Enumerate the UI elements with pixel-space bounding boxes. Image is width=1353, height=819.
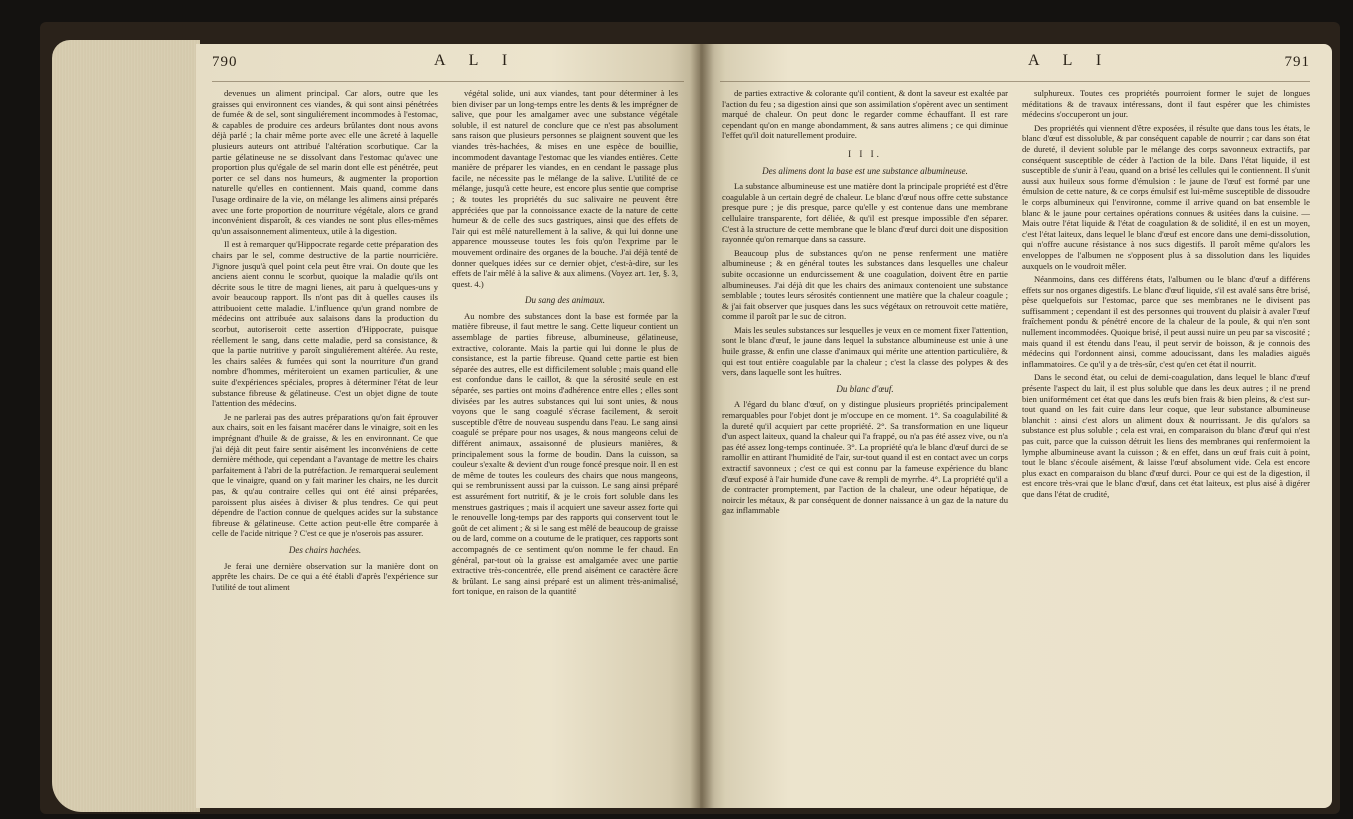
section-heading: Des alimens dont la base est une substance albumineuse. xyxy=(762,165,968,176)
paragraph: A l'égard du blanc d'œuf, on y distingue plusieurs propriétés principalement remarquables pour l'objet dont je m'occupe en ce moment. 1°. Sa coagulabilité & la dureté qu'il acquiert par cette propriété. 2°. Sa transformation en une liqueur d'un aspect laiteux, quand la chaleur qui l'a frappé, ou n'a pas été assez vive, ou n'a pas été assez long-temps continuée. 3°. La propriété qu'a le blanc d'œuf durci de se ramollir en attirant l'humidité de l'air, sur-tout quand il est en contact avec un corps extractif savonneux ; c'est ce qui est connu par la fameuse expérience du blanc d'œuf exposé à l'air humide d'une cave & rempli de myrrhe. 4°. La propriété qu'il a de contracter promptement, par l'action de la chaleur, une odeur hépatique, de noircir les métaux, & par conséquent de donner naissance à un gaz de la nature du gaz inflammable xyxy=(722,399,1008,516)
paragraph: Beaucoup plus de substances qu'on ne pense renferment une matière albumineuse ; & en général toutes les substances dans lesquelles une chaleur subite occasionne un endurcissement & une coagulation, doivent être en partie albumineuses. J'ai déjà dit que les chairs des animaux contenoient une substance semblable ; toutes leurs sérosités contiennent une matière que la chaleur coagule ; & j'ai fait observer que jusques dans les sucs végétaux on retrouvoit cette matière, comme il paroît par le suc de citron. xyxy=(722,247,1008,322)
left-page-column-2 xyxy=(452,88,678,800)
paragraph: Dans le second état, ou celui de demi-coagulation, dans lequel le blanc d'œuf présente l'aspect du lait, il est plus soluble que dans les deux autres ; il ne prend bien uniformément cet état que dans les œufs bien frais & bien pleins, & c'est sur-tout quand on les fait cuire dans leur coque, que leur substance albumineuse blanchit : ainsi c'est alors un aliment doux & nourrissant. Je dis qu'alors sa substance est plus soluble ; cela est vrai, en comparaison du blanc d'œuf qui n'est pas cuit, parce que la cuisson détruit les liens des membranes qui renfermoient la lymphe albumineuse avant la cuisson ; & en effet, dans un œuf frais cuit à point, tout le blanc s'écoule aisément, & laisse l'œuf absolument vide. Cela est encore plus exact en comparaison du blanc d'œuf durci. Pour ce qui est de la digestion, il est encore très-vrai que le blanc d'œuf, dans cet état laiteux, est plus aisé à digérer que dans l'état de crudité, xyxy=(1022,372,1310,499)
section-heading: Du sang des animaux. xyxy=(525,295,605,306)
subsection-heading: Du blanc d'œuf. xyxy=(836,383,894,394)
running-head-right: A L I xyxy=(1028,52,1112,69)
paragraph: La substance albumineuse est une matière dont la principale propriété est d'être coagulable à un certain degré de chaleur. Le blanc d'œuf nous offre cette substance presque pure ; je dis presque, parce qu'elle y est contenue dans une membrane cellulaire transparente, fort déliée, & qu'il est presque impossible d'en séparer. C'est à la structure de cette membrane que le blanc d'œuf durci doit une disposition rayonnée qu'on remarque dans sa cassure. xyxy=(722,181,1008,245)
paragraph: Je ferai une dernière observation sur la manière dont on apprête les chairs. De ce qui a été établi d'après l'expérience sur l'utilité de tout aliment xyxy=(212,560,438,592)
paragraph: de parties extractive & colorante qu'il contient, & dont la saveur est exaltée par l'action du feu ; sa digestion ainsi que son assimilation s'opèrent avec un sentiment marqué de chaleur. On peut donc le regarder comme échauffant. Il est rare cependant qu'on en mange abondamment, & sans autres alimens ; ce qui diminue l'effet qu'il doit naturellement produire. xyxy=(722,88,1008,141)
left-page-column-1 xyxy=(212,88,438,800)
paragraph: Au nombre des substances dont la base est formée par la matière fibreuse, il faut mettre le sang. Cette liqueur contient un assemblage de parties fibreuse, albumineuse, gélatineuse, extractive, colorante. Mais la partie qui lui donne le plus de consistance, est la partie fibreuse. Quand cette partie est bien séparée des autres, elle est difficilement soluble ; mais quand elle est confondue dans le caillot, & que la sérosité seule en est séparée, ses parties ont moins d'adhérence entre elles ; elles sont divisées par les autres substances qui lui sont unies, & nous voyons que le sang coagulé s'écrase facilement, & seroit susceptible d'être de nouveau suspendu dans l'eau. Le sang ainsi coagulé se prépare pour nos usages, & nous mangeons celui de différent animaux, assaisonné de plusieurs manières, & principalement sous la forme de boudin. Dans la cuisson, sa couleur s'exalte & devient d'un rouge foncé presque noir. Il en est de même de toutes les couleurs des chairs que nous mangeons, qui se rembrunissent aussi par la cuisson. Le sang ainsi préparé est assurément fort nutritif, & je le crois fort soluble dans les menstrues gastriques ; mais il acquiert une saveur assez forte qui le renouvelle long-temps par des rapports qui conservent tout le goût de cet aliment ; & si le sang est mêlé de beaucoup de graisse ou de lard, comme on a coutume de le pratiquer, ces rapports sont accompagnés de ce sentiment qu'on nomme le fer chaud. En général, par-tout où la graisse est amalgamée avec une partie extractive très-concentrée, elle prend aisément ce caractère âcre & brûlant. Le sang ainsi préparé est un aliment très-animalisé, fort tonique, en raison de la quantité xyxy=(452,310,678,597)
paragraph: devenues un aliment principal. Car alors, outre que les graisses qui environnent ces viandes, & qui sont ainsi pénétrées de fumée & de sel, sont singuliérement incommodes à l'estomac, & capables de produire ces ardeurs brûlantes dont nous avons déjà parlé ; la chair même porte avec elle une âcreté à laquelle plusieurs auteurs ont attribué l'altération scorbutique. Car la partie gélatineuse ne se dissolvant dans l'estomac qu'avec une proportion plus qu'égale de sel marin dont elle est pénétrée, peut porter ce sel dans nos humeurs, & augmenter la proportion naturelle qu'elles en contiennent. Mais quand, comme dans l'usage ordinaire de la vie, on mélange les alimens ainsi préparés avec une forte proportion de nourriture végétale, alors ce grand inconvénient disparoît, & ces viandes ne sont plus elles-mêmes qu'un assaisonnement alimenteux, utile à la digestion. xyxy=(212,88,438,236)
right-page xyxy=(700,44,1332,808)
page-edges xyxy=(52,40,200,812)
paragraph: Néanmoins, dans ces différens états, l'albumen ou le blanc d'œuf a différens effets sur nos organes digestifs. Le blanc d'œuf liquide, s'il est avalé sans être brisé, pèse quelquefois sur l'estomac, parce que ses membranes ne le divisent pas suffisamment ; cependant il est des personnes qui trouvent du plaisir à avaler l'œuf fraîchement pondu & pénétré encore de la chaleur de la poule, & qui n'en sont nullement incommodées. Quoique brisé, il peut aussi nuire un peu par sa viscosité ; mais quand il est étendu dans l'eau, il peut servir de boisson, & je connois des médecins qui l'ordonnent ainsi, comme adoucissant, dans les maladies aiguës inflammatoires. Ce qu'il y a de très-sûr, c'est qu'en cet état il nourrit. xyxy=(1022,274,1310,369)
paragraph: Il est à remarquer qu'Hippocrate regarde cette préparation des chairs par le sel, comme destructive de la partie nourricière. J'ignore jusqu'à quel point cela peut être vrai. On doute que les anciens aient connu le scorbut, quoique la maladie qu'ils ont décrite sous le titre de magni lienes, ait paru à quelques-uns y avoir beaucoup rapport. Ils n'ont pas dit à quelles causes ils attribuoient cette maladie. L'influence qu'un grand nombre de médecins ont attribuée aux salaisons dans la production du scorbut, autoriseroit cette assertion d'Hippocrate, puisque réellement le sang, dans cette maladie, perd sa consistance, & que la partie nutritive y paroît singuliérement altérée. Au reste, les chairs salées & fumées qui sont la nourriture d'un grand nombre d'hommes, mériteroient un examen particulier, & une suite d'expériences spéciales, propres à déterminer l'état de leur substance fibreuse & gélatineuse. C'est un objet digne de toute l'attention des médecins. xyxy=(212,239,438,409)
paragraph: Je ne parlerai pas des autres préparations qu'on fait éprouver aux chairs, soit en les faisant macérer dans le vinaigre, soit en les imprégnant d'huile & de graisse, & les en environnant. Ce que j'ai déjà dit peut faire sentir aisément les inconvéniens de cette dernière méthode, qui cependant a l'avantage de mettre les chairs parfaitement à l'abri de la putréfaction. Je remarquerai seulement que le vinaigre, quand on y fait mariner les chairs, ne les durcit pas, & qu'au contraire celles qui ont été ainsi préparées, paroissent plus aisées à diviser & plus tendres. Ce qui peut dépendre de l'action connue de quelques acides sur la substance fibreuse & gélatineuse. Cette action peut-elle être comparée à celle de l'acide nitrique ? C'est ce que je n'oserois pas assurer. xyxy=(212,411,438,539)
paragraph: Des propriétés qui viennent d'être exposées, il résulte que dans tous les états, le blanc d'œuf est dissoluble, & par conséquent capable de nourrir ; car dans son état de dureté, il devient soluble par le mélange des corps savonneux extractifs, par conséquent susceptible de céder à l'action de la bile. Dans l'état liquide, il est susceptible de s'unir à l'eau, quand on a brisé les cellules qui le contiennent. Il s'unit aussi aux huileux sous forme d'émulsion : le jaune de l'œuf est formé par une émulsion de cette nature, & ce corps émulsif est lui-même susceptible de dissoudre le corps albumineux qui l'environne, comme il arrive quand on bat ensemble le blanc & le jaune pour certaines opérations connues & usitées dans la cuisine. — Mais outre l'état liquide & l'état de coagulation & de solidité, il en est un moyen, c'est l'état laiteux, dans lequel le blanc d'œuf est encore dans une demi-dissolution, qui n'offre aucune résistance à nos sucs digestifs. Il paroît même qu'alors les enveloppes de l'albumen ne s'opposent plus à sa dissolution dans les liquides auxquels on le voudroit mêler. xyxy=(1022,122,1310,271)
section-number: I I I. xyxy=(848,148,882,159)
header-rule-left xyxy=(212,81,684,82)
book-gutter xyxy=(690,44,714,808)
paragraph: sulphureux. Toutes ces propriétés pourroient former le sujet de longues méditations & de travaux intéressans, dont il faut espérer que les chimistes médecins s'occuperont un jour. xyxy=(1022,88,1310,120)
paragraph: végétal solide, uni aux viandes, tant pour déterminer à les bien diviser par un long-temps entre les dents & les imprégner de salive, que pour les amalgamer avec une substance végétale soluble, il est naturel de conclure que ce n'est pas absolument sans raison que plusieurs personnes se plaignent souvent que les viandes très-hachées, & mises en une espèce de bouillie, incommodent davantage l'estomac que les viandes entières. Cette manière de préparer les viandes, en en cendant le passage plus facile, ne nécessite pas le mélange de la salive. L'utilité de ce mélange, jusqu'à cette heure, est encore plus sentie que comprise ; & toutes les propriétés du suc salivaire ne peuvent être appréciées que par la connoissance exacte de la nature de cette humeur & de celle des sucs gastriques, ainsi que des effets de l'air qui est mêlé naturellement à la salive, & qui lui donne une apparence mousseuse toutes les fois qu'on l'exprime par le mouvement ordinaire des organes de la bouche. J'ai déjà tenté de donner quelques idées sur ce dernier objet, c'est-à-dire, sur les effets de l'air mêlé à la salive & aux alimens. (Voyez art. 1er, §. 3, quest. 4.) xyxy=(452,88,678,289)
paragraph: Mais les seules substances sur lesquelles je veux en ce moment fixer l'attention, sont le blanc d'œuf, le jaune dans lequel la substance albumineuse est unie à une huile grasse, & enfin une classe d'animaux qui mérite une attention particulière, & qui est tout entière coagulable par la chaleur ; c'est la classe des polypes & des vers, dans laquelle sont les huîtres. xyxy=(722,324,1008,378)
page-number-right: 791 xyxy=(1284,54,1310,70)
running-head-left: A L I xyxy=(434,52,518,69)
page-number-left: 790 xyxy=(212,54,238,70)
right-page-column-2 xyxy=(1022,88,1310,800)
header-rule-right xyxy=(720,81,1310,82)
section-heading: Des chairs hachées. xyxy=(288,544,362,555)
right-page-column-1 xyxy=(722,88,1008,800)
left-page xyxy=(196,44,700,808)
